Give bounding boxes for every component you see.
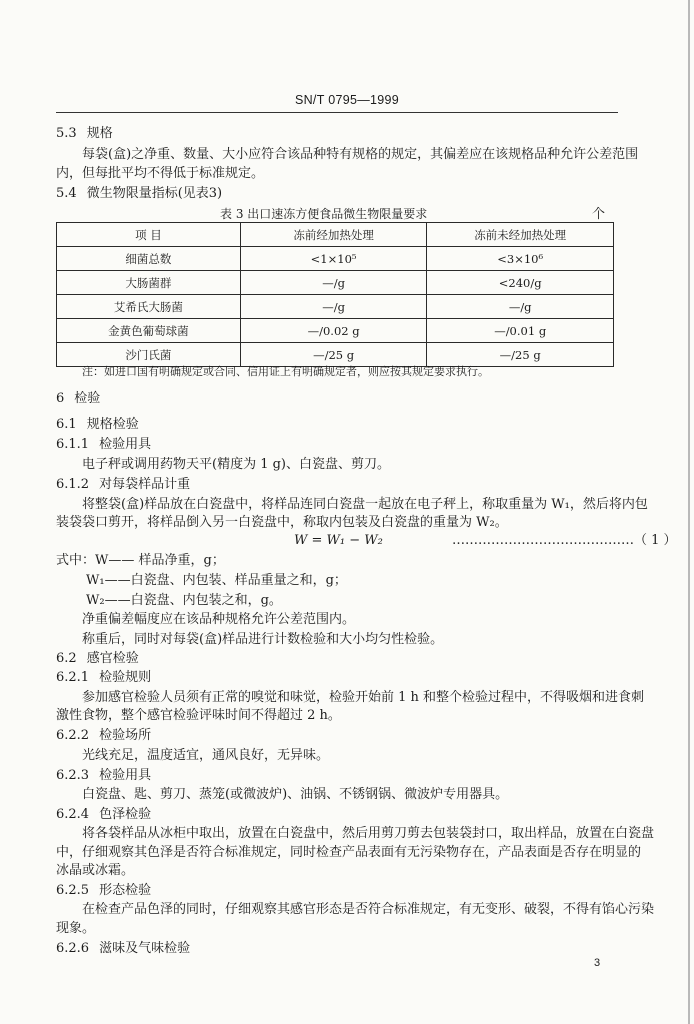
heading-6-1-2: 6.1.2 对每袋样品计重	[56, 477, 191, 492]
para-6-2-1-line-2: 激性食物，整个感官检验评味时间不得超过 2 h。	[56, 708, 341, 723]
para-5-3-line-1: 每袋(盒)之净重、数量、大小应符合该品种特有规格的规定，其偏差应在该规格品种允许公差范围	[82, 147, 639, 162]
para-5-3-line-2: 内，但每批平均不得低于标准规定。	[56, 166, 265, 181]
para-6-1-2-line-3: 净重偏差幅度应在该品种规格允许公差范围内。	[82, 612, 356, 627]
scan-edge	[688, 0, 690, 1024]
heading-6-2: 6.2 感官检验	[56, 651, 139, 666]
para-6-2-4-line-3: 冰晶或冰霜。	[56, 863, 135, 878]
header-rule	[56, 112, 618, 113]
table-header-cell: 冻前未经加热处理	[427, 223, 614, 247]
table-cell: <3×10⁶	[427, 247, 614, 271]
heading-6-1-1: 6.1.1 检验用具	[56, 437, 152, 452]
table-row	[57, 295, 614, 319]
heading-6-1: 6.1 规格检验	[56, 417, 139, 432]
table-caption: 表 3 出口速冻方便食品微生物限量要求	[220, 207, 428, 221]
para-6-1-1: 电子秤或调用药物天平(精度为 1 g)、白瓷盘、剪刀。	[82, 457, 391, 472]
formula-1: W = W₁ − W₂	[294, 533, 383, 548]
table-row	[57, 247, 614, 271]
heading-6-2-6: 6.2.6 滋味及气味检验	[56, 941, 191, 956]
table-note: 注：如进口国有明确规定或合同、信用证上有明确规定者，则应按其规定要求执行。	[82, 365, 489, 378]
table-cell: —/g	[240, 295, 427, 319]
para-6-2-5-line-1: 在检查产品色泽的同时，仔细观察其感官形态是否符合标准规定，有无变形、破裂，不得有馅心污染	[82, 902, 655, 917]
microbe-limit-table	[56, 222, 614, 367]
para-6-2-4-line-2: 中，仔细观察其色泽是否符合标准规定，同时检查产品表面有无污染物存在，产品表面是否存在明显的	[56, 845, 642, 860]
heading-5-3: 5.3 规格	[56, 126, 113, 141]
table-cell: 细菌总数	[57, 247, 241, 271]
para-6-1-2-line-4: 称重后，同时对每袋(盒)样品进行计数检验和大小均匀性检验。	[82, 632, 444, 647]
table-cell: 大肠菌群	[57, 271, 241, 295]
table-cell: 艾希氏大肠菌	[57, 295, 241, 319]
formula-where-w: 式中：W—— 样品净重，g；	[56, 553, 225, 568]
heading-6-2-2: 6.2.2 检验场所	[56, 728, 152, 743]
table-cell: 沙门氏菌	[57, 343, 241, 367]
formula-number: ……………………………………（ 1 ）	[452, 533, 677, 548]
para-6-2-5-line-2: 现象。	[56, 921, 96, 936]
table-cell: <1×10⁵	[240, 247, 427, 271]
table-row	[57, 319, 614, 343]
para-6-1-2-line-2: 装袋袋口剪开，将样品倒入另一白瓷盘中，称取内包装及白瓷盘的重量为 W₂。	[56, 515, 508, 530]
table-header-cell: 项 目	[57, 223, 241, 247]
para-6-2-2: 光线充足，温度适宜，通风良好，无异味。	[82, 748, 330, 763]
table-cell: —/0.01 g	[427, 319, 614, 343]
table-cell: —/25 g	[427, 343, 614, 367]
heading-6-2-4: 6.2.4 色泽检验	[56, 807, 152, 822]
para-6-2-4-line-1: 将各袋样品从冰柜中取出，放置在白瓷盘中，然后用剪刀剪去包装袋封口，取出样品，放置在白瓷盘	[82, 826, 655, 841]
table-cell: —/0.02 g	[240, 319, 427, 343]
table-cell: <240/g	[427, 271, 614, 295]
table-cell: —/g	[240, 271, 427, 295]
table-cell: —/25 g	[240, 343, 427, 367]
standard-header: SN/T 0795—1999	[294, 93, 400, 107]
heading-6: 6 检验	[56, 391, 101, 406]
table-row	[57, 271, 614, 295]
heading-5-4: 5.4 微生物限量指标(见表3)	[56, 186, 223, 201]
formula-where-w2: W₂——白瓷盘、内包装之和，g。	[86, 593, 282, 608]
page-number: 3	[594, 957, 601, 969]
table-cell: 金黄色葡萄球菌	[57, 319, 241, 343]
table-header-cell: 冻前经加热处理	[240, 223, 427, 247]
para-6-2-1-line-1: 参加感官检验人员须有正常的嗅觉和味觉，检验开始前 1 h 和整个检验过程中，不得吸烟和进食刺	[82, 690, 645, 705]
table-mark: 个	[592, 207, 606, 222]
table-cell: —/g	[427, 295, 614, 319]
heading-6-2-1: 6.2.1 检验规则	[56, 670, 152, 685]
formula-where-w1: W₁——白瓷盘、内包装、样品重量之和，g；	[86, 573, 347, 588]
table-header-row	[57, 223, 614, 247]
para-6-1-2-line-1: 将整袋(盒)样品放在白瓷盘中，将样品连同白瓷盘一起放在电子秤上，称取重量为 W₁，然后将内包	[82, 497, 648, 512]
heading-6-2-5: 6.2.5 形态检验	[56, 883, 152, 898]
heading-6-2-3: 6.2.3 检验用具	[56, 768, 152, 783]
para-6-2-3: 白瓷盘、匙、剪刀、蒸笼(或微波炉)、油锅、不锈钢锅、微波炉专用器具。	[82, 787, 509, 802]
